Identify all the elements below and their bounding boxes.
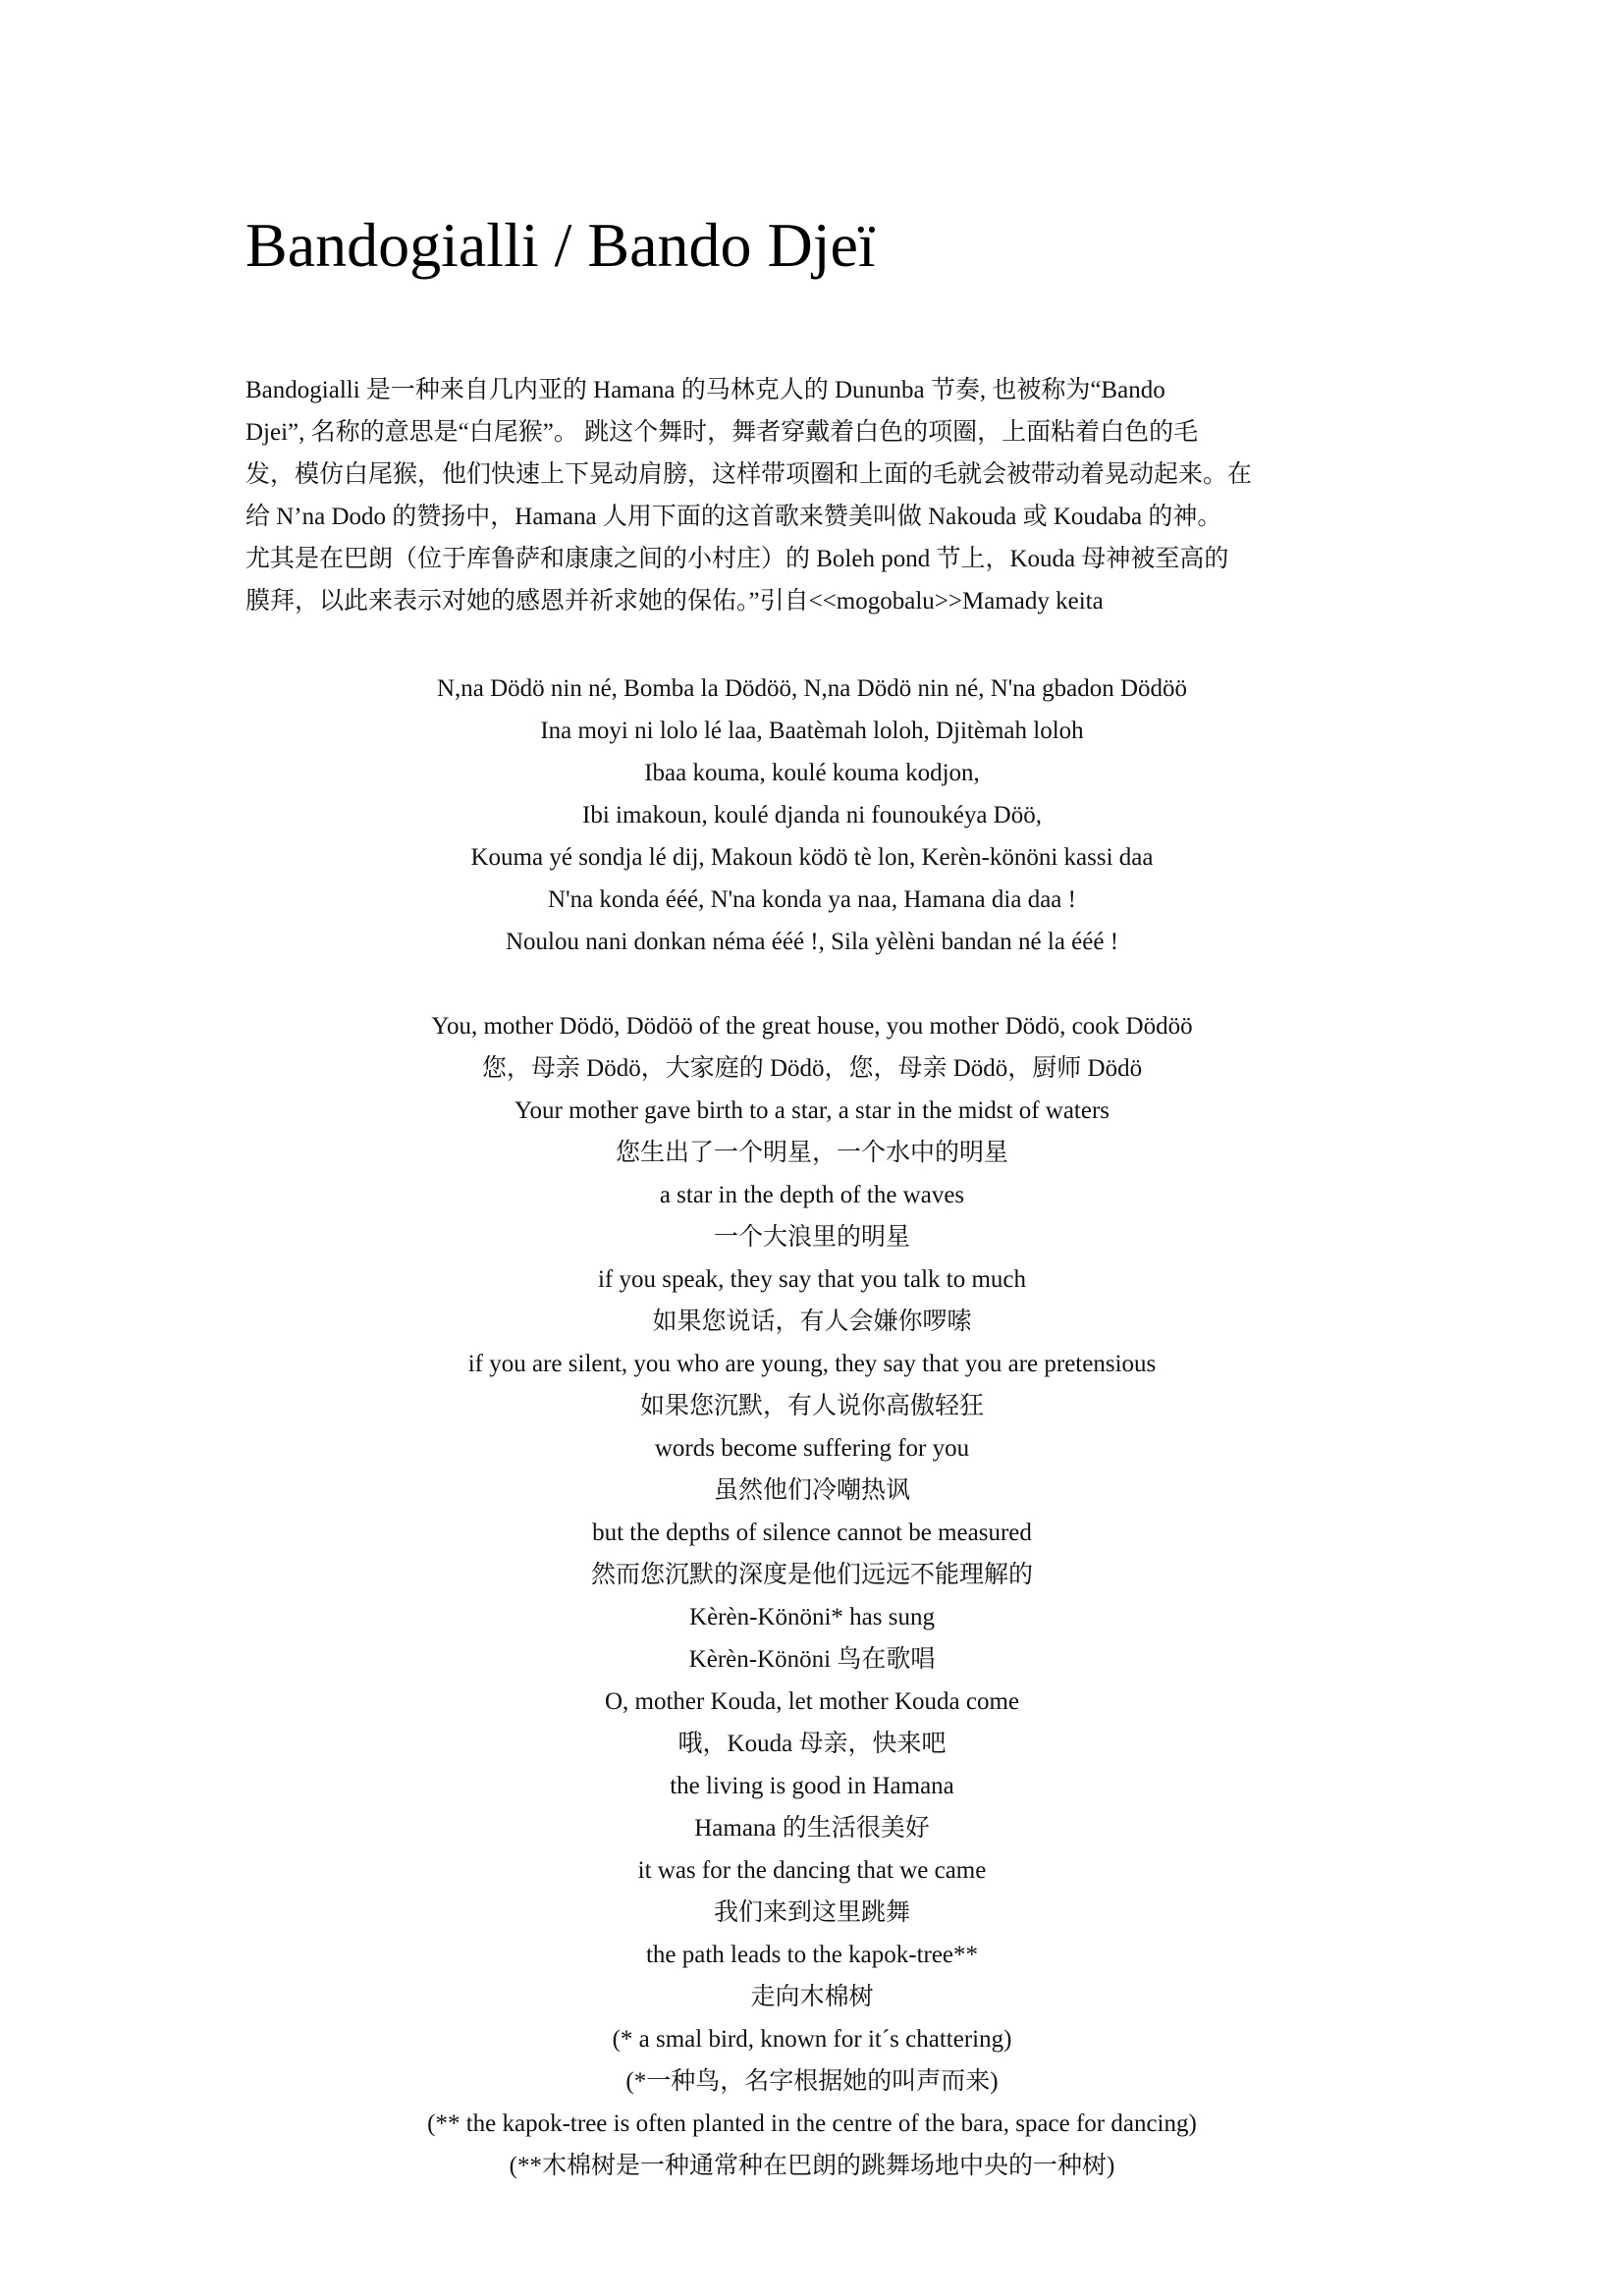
lyric-line: Kouma yé sondja lé dij, Makoun ködö tè lon, Kerèn-könöni kassi daa — [470, 844, 1154, 871]
translation-line: 您生出了一个明星，一个水中的明星 — [615, 1140, 1008, 1166]
translation-block — [245, 1005, 1379, 2187]
translation-line: Your mother gave birth to a star, a star in the midst of waters — [514, 1097, 1110, 1124]
lyric-line: Noulou nani donkan néma ééé !, Sila yèlèni bandan né la ééé ! — [505, 929, 1119, 955]
translation-line: Kèrèn-Könöni* has sung — [689, 1604, 935, 1630]
lyric-line: Ibi imakoun, koulé djanda ni founoukéya Döö, — [582, 802, 1042, 828]
translation-line: but the depths of silence cannot be measured — [592, 1520, 1032, 1546]
translation-line: 如果您说话，有人会嫌你啰嗦 — [652, 1308, 972, 1335]
translation-line: 我们来到这里跳舞 — [713, 1899, 910, 1926]
page-title: Bandogialli / Bando Djeï — [245, 210, 876, 280]
original-lyrics-block — [245, 667, 1379, 963]
stanza-gap — [245, 963, 1379, 1005]
footnote-line: (*一种鸟，名字根据她的叫声而来) — [625, 2068, 999, 2095]
translation-line: 哦，Kouda 母亲，快来吧 — [677, 1731, 947, 1757]
translation-line: You, mother Dödö, Dödöö of the great house, you mother Dödö, cook Dödöö — [431, 1013, 1193, 1040]
translation-line: Kèrèn-Könöni 鸟在歌唱 — [688, 1646, 936, 1673]
song-lyrics — [245, 667, 1379, 2187]
translation-line: the path leads to the kapok-tree** — [645, 1942, 979, 1968]
translation-line: 您，母亲 Dödö，大家庭的 Dödö，您，母亲 Dödö，厨师 Dödö — [481, 1055, 1143, 1082]
intro-line: 尤其是在巴朗（位于库鲁萨和康康之间的小村庄）的 Boleh pond 节上，Kouda 母神被至高的 — [245, 546, 1229, 572]
translation-line: 走向木棉树 — [750, 1984, 874, 2010]
footnote-line: (**木棉树是一种通常种在巴朗的跳舞场地中央的一种树) — [509, 2153, 1115, 2179]
translation-line: 如果您沉默，有人说你高傲轻狂 — [639, 1393, 984, 1419]
footnote-line: (** the kapok-tree is often planted in the centre of the bara, space for dancing) — [427, 2110, 1197, 2137]
lyric-line: Ibaa kouma, koulé kouma kodjon, — [644, 760, 980, 786]
lyric-line: N'na konda ééé, N'na konda ya naa, Hamana dia daa ! — [548, 886, 1076, 913]
translation-line: 然而您沉默的深度是他们远远不能理解的 — [590, 1562, 1033, 1588]
footnote-line: (* a smal bird, known for it´s chattering) — [612, 2026, 1012, 2053]
translation-line: it was for the dancing that we came — [637, 1857, 987, 1884]
lyric-line: Ina moyi ni lolo lé laa, Baatèmah loloh, Djitèmah loloh — [540, 718, 1084, 744]
translation-line: the living is good in Hamana — [670, 1773, 954, 1799]
intro-line: Djei”, 名称的意思是“白尾猴”。 跳这个舞时，舞者穿戴着白色的项圈，上面粘着白色的毛 — [245, 419, 1199, 446]
intro-line: 膜拜，以此来表示对她的感恩并祈求她的保佑。”引自<<mogobalu>>Mamady keita — [245, 588, 1104, 614]
translation-line: words become suffering for you — [654, 1435, 970, 1462]
translation-line: 一个大浪里的明星 — [713, 1224, 910, 1251]
translation-line: a star in the depth of the waves — [659, 1182, 965, 1208]
translation-line: O, mother Kouda, let mother Kouda come — [604, 1688, 1020, 1715]
translation-line: Hamana 的生活很美好 — [694, 1815, 930, 1842]
translation-line: if you speak, they say that you talk to much — [597, 1266, 1027, 1293]
lyric-line: N,na Dödö nin né, Bomba la Dödöö, N,na Dödö nin né, N'na gbadon Dödöö — [436, 675, 1188, 702]
intro-line: 给 N’na Dodo 的赞扬中，Hamana 人用下面的这首歌来赞美叫做 Nakouda 或 Koudaba 的神。 — [245, 504, 1222, 530]
intro-paragraph — [245, 369, 1394, 622]
intro-line: 发，模仿白尾猴，他们快速上下晃动肩膀，这样带项圈和上面的毛就会被带动着晃动起来。在 — [245, 461, 1253, 488]
translation-line: if you are silent, you who are young, they say that you are pretensious — [467, 1351, 1157, 1377]
translation-line: 虽然他们冷嘲热讽 — [713, 1477, 910, 1504]
intro-line: Bandogialli 是一种来自几内亚的 Hamana 的马林克人的 Dununba 节奏, 也被称为“Bando — [245, 377, 1165, 403]
